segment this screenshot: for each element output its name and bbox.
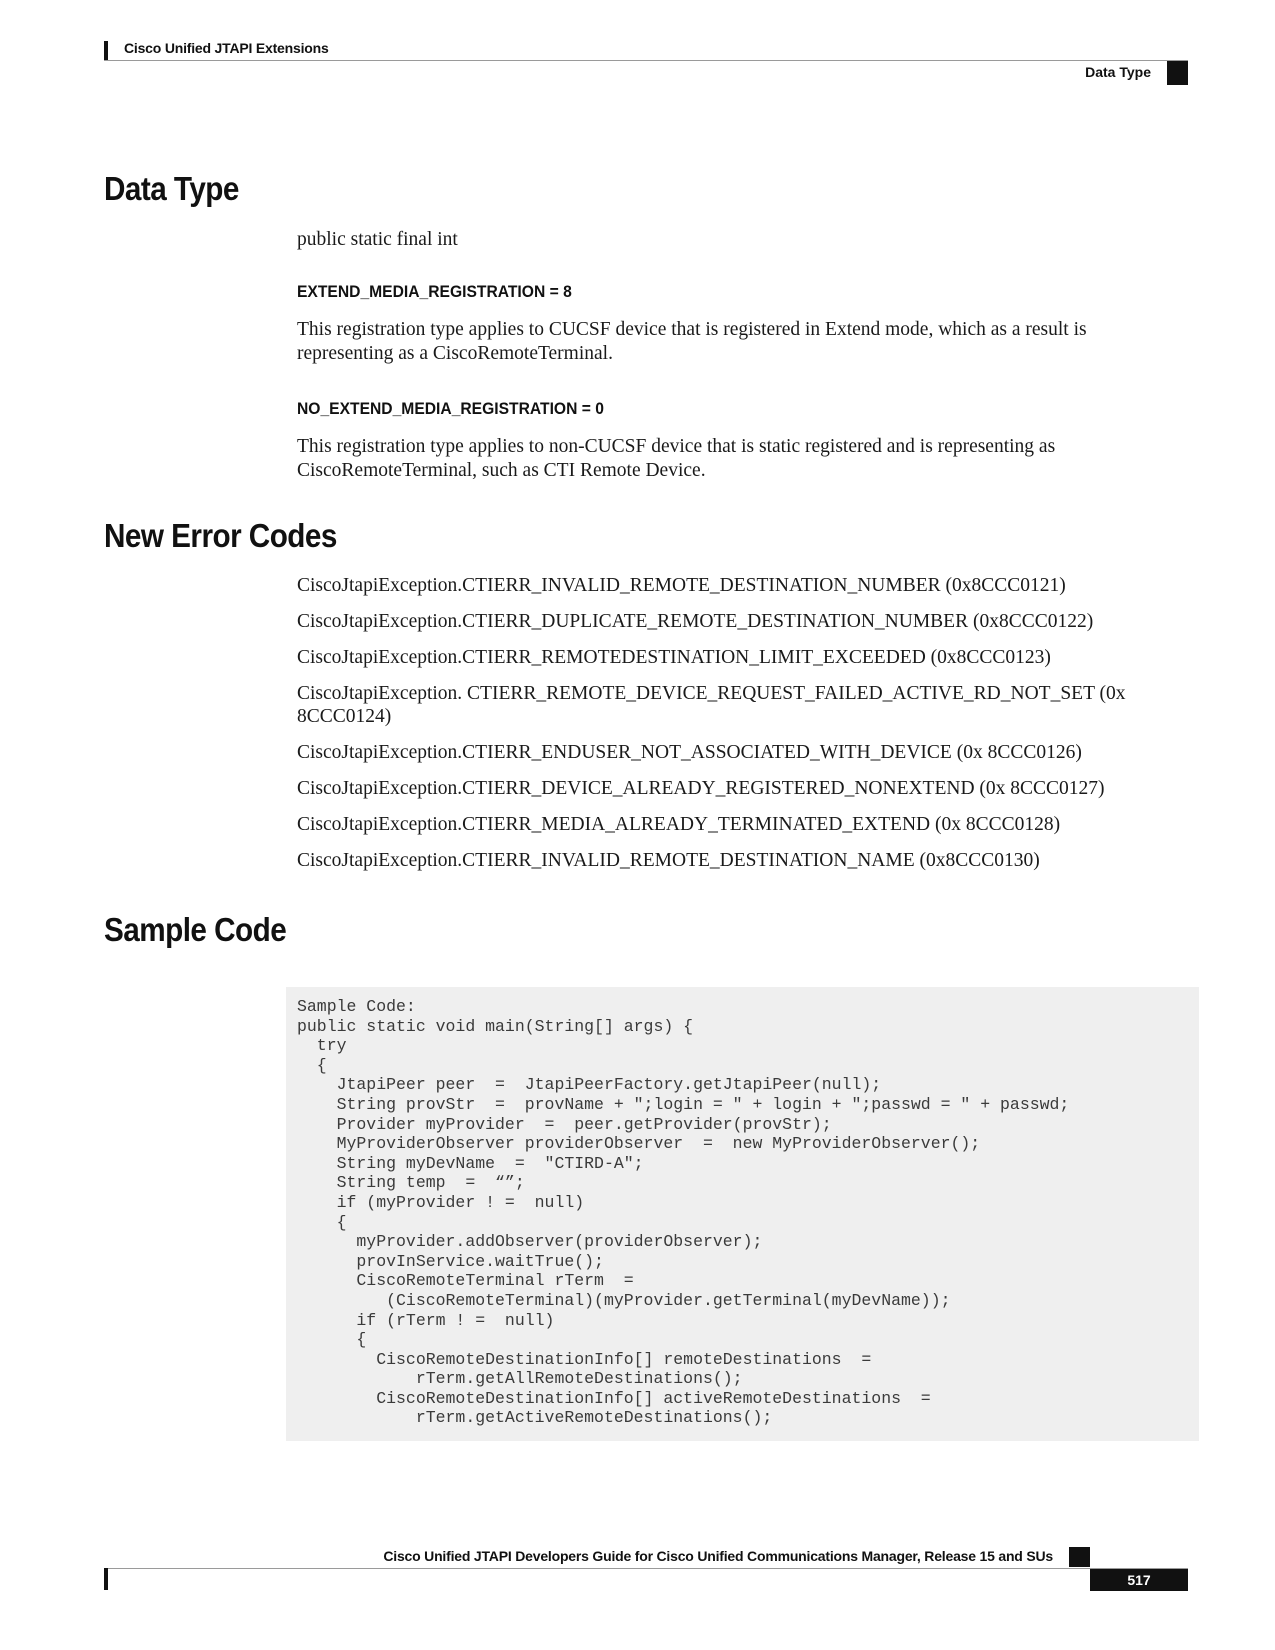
error-code-item: CiscoJtapiException.CTIERR_MEDIA_ALREADY_TERMINATED_EXTEND (0x 8CCC0128) <box>297 814 1061 835</box>
footer-marker-block <box>1069 1547 1090 1567</box>
header-left-bar <box>104 41 108 60</box>
sample-code-heading: Sample Code <box>104 911 287 948</box>
error-code-list <box>297 574 1177 885</box>
page-number: 517 <box>1090 1569 1188 1591</box>
error-code-item: CiscoJtapiException.CTIERR_DUPLICATE_REMOTE_DESTINATION_NUMBER (0x8CCC0122) <box>297 611 1094 632</box>
header-rule <box>104 60 1188 61</box>
footer-rule <box>104 1568 1188 1569</box>
footer-left-bar <box>104 1568 108 1590</box>
field-name-no-extend: NO_EXTEND_MEDIA_REGISTRATION = 0 <box>297 399 604 418</box>
error-code-item: CiscoJtapiException. CTIERR_REMOTE_DEVICE_REQUEST_FAILED_ACTIVE_RD_NOT_SET (0x 8CCC0124) <box>297 683 1126 727</box>
field-description-extend: This registration type applies to CUCSF device that is registered in Extend mode, which as a result is representing as a CiscoRemoteTerminal. <box>297 319 1087 364</box>
code-block <box>286 987 1199 1441</box>
data-type-heading: Data Type <box>104 170 239 207</box>
error-code-item: CiscoJtapiException.CTIERR_DEVICE_ALREADY_REGISTERED_NONEXTEND (0x 8CCC0127) <box>297 778 1105 799</box>
field-name-extend: EXTEND_MEDIA_REGISTRATION = 8 <box>297 282 572 301</box>
header-section-name: Data Type <box>1085 64 1151 80</box>
error-code-item: CiscoJtapiException.CTIERR_INVALID_REMOTE_DESTINATION_NAME (0x8CCC0130) <box>297 850 1040 871</box>
error-code-item: CiscoJtapiException.CTIERR_REMOTEDESTINATION_LIMIT_EXCEEDED (0x8CCC0123) <box>297 647 1051 668</box>
data-type-declaration: public static final int <box>297 229 458 250</box>
error-code-item: CiscoJtapiException.CTIERR_INVALID_REMOTE_DESTINATION_NUMBER (0x8CCC0121) <box>297 575 1066 596</box>
error-codes-heading: New Error Codes <box>104 517 337 554</box>
footer-guide-title: Cisco Unified JTAPI Developers Guide for Cisco Unified Communications Manager, Release 15 and SUs <box>383 1548 1053 1564</box>
error-code-item: CiscoJtapiException.CTIERR_ENDUSER_NOT_ASSOCIATED_WITH_DEVICE (0x 8CCC0126) <box>297 742 1082 763</box>
header-marker-block <box>1167 61 1188 85</box>
field-description-no-extend: This registration type applies to non-CUCSF device that is static registered and is representing as CiscoRemoteTerminal, such as CTI Remote Device. <box>297 436 1056 481</box>
code-listing: Sample Code: public static void main(String[] args) { try { JtapiPeer peer = JtapiPeerFactory.getJtapiPeer(null); String provStr = provName + ";login = " + login + ";passwd = " + passwd; Provider myProvider = peer.getProvider(provStr); MyProviderObserver providerObserver = new MyProviderObserver(); String myDevName = "CTIRD-A"; String temp = “”; if (myProvider ! = null) { myProvider.addObserver(providerObserver); provInService.waitTrue(); CiscoRemoteTerminal rTerm = (CiscoRemoteTerminal)(myProvider.getTerminal(myDevName)); if (rTerm ! = null) { CiscoRemoteDestinationInfo[] remoteDestinations = rTerm.getAllRemoteDestinations(); CiscoRemoteDestinationInfo[] activeRemoteDestinations = rTerm.getActiveRemoteDestinations(); <box>297 997 1070 1428</box>
header-book-title: Cisco Unified JTAPI Extensions <box>124 40 329 56</box>
